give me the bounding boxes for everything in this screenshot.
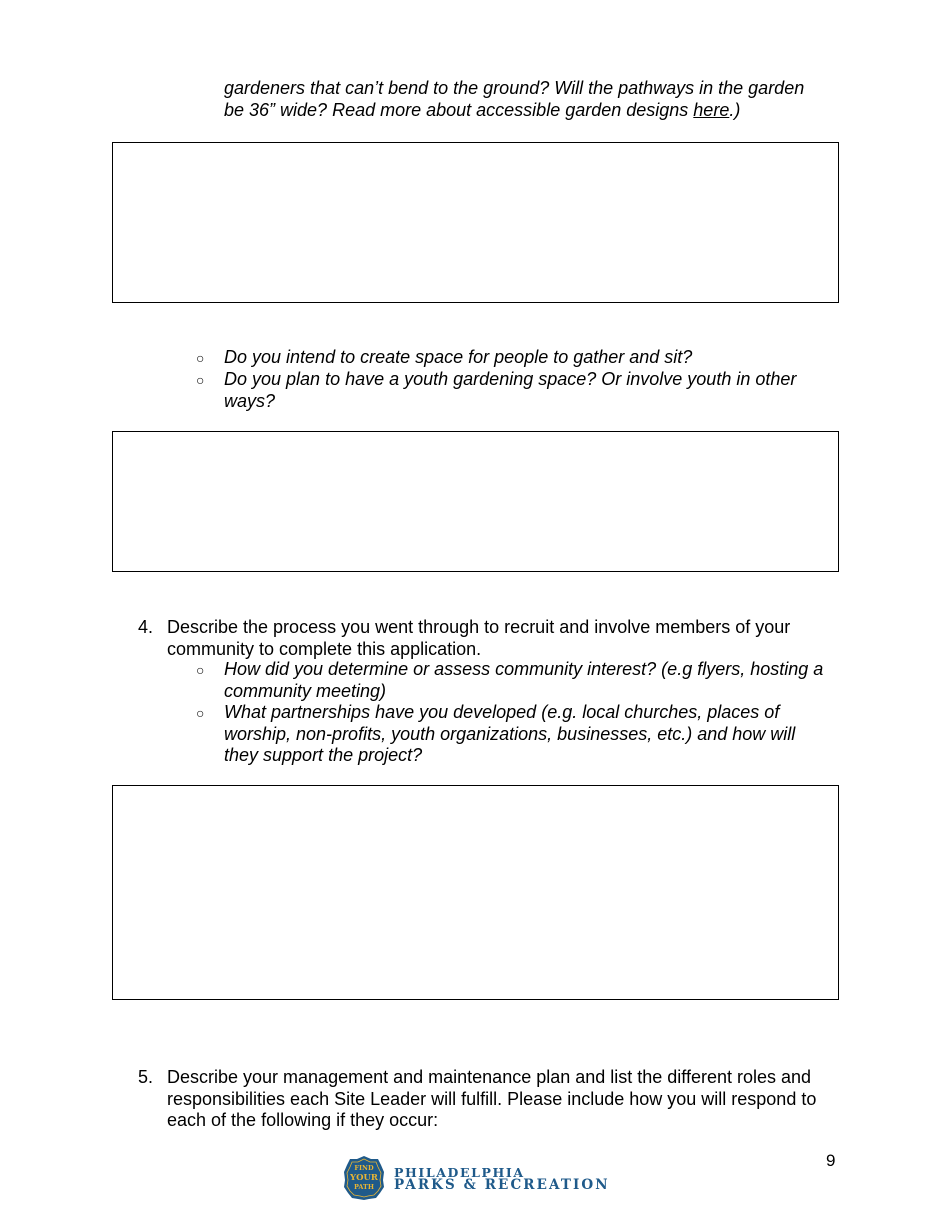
- seal-line-2: YOUR: [350, 1173, 378, 1183]
- find-your-path-seal-icon: [343, 1155, 385, 1201]
- question-4-text: Describe the process you went through to recruit and involve members of your community to complete this application.: [167, 617, 791, 659]
- answer-box-recruitment[interactable]: [112, 785, 839, 1000]
- logo-parks-recreation: PARKS & RECREATION: [394, 1177, 610, 1193]
- bullet-marker: ○: [196, 350, 205, 366]
- intro-line-2: be 36” wide? Read more about accessible garden designs here.): [224, 99, 741, 120]
- question-5-text: Describe your management and maintenance plan and list the different roles and responsibilities each Site Leader will fulfill. Please include how you will respond to each of the following if they occur:: [167, 1067, 817, 1130]
- bullet-marker: ○: [196, 372, 205, 388]
- bullet-marker: ○: [196, 705, 205, 721]
- answer-box-gathering-youth[interactable]: [112, 431, 839, 572]
- accessible-garden-link[interactable]: here: [693, 99, 730, 120]
- bullet-marker: ○: [196, 662, 205, 678]
- logo-philadelphia: PHILADELPHIA: [394, 1165, 525, 1180]
- page-number: 9: [826, 1151, 836, 1170]
- bullet-youth-space: Do you plan to have a youth gardening space? Or involve youth in other ways?: [224, 369, 797, 411]
- seal-line-1: FIND: [354, 1164, 374, 1172]
- parks-rec-logo: [343, 1155, 613, 1201]
- bullet-partnerships: What partnerships have you developed (e.g. local churches, places of worship, non-profits, youth organizations, businesses, etc.) and how will they support the project?: [224, 702, 796, 765]
- answer-box-accessibility[interactable]: [112, 142, 839, 303]
- bullet-gather-space: Do you intend to create space for people to gather and sit?: [224, 347, 693, 367]
- seal-line-3: PATH: [353, 1183, 375, 1191]
- bullet-community-interest: How did you determine or assess community interest? (e.g flyers, hosting a community meeting): [224, 659, 824, 701]
- question-5-number: 5.: [138, 1067, 154, 1087]
- intro-line-1: gardeners that can’t bend to the ground? Will the pathways in the garden: [224, 78, 805, 98]
- intro-text: [224, 78, 844, 121]
- question-4-number: 4.: [138, 617, 154, 637]
